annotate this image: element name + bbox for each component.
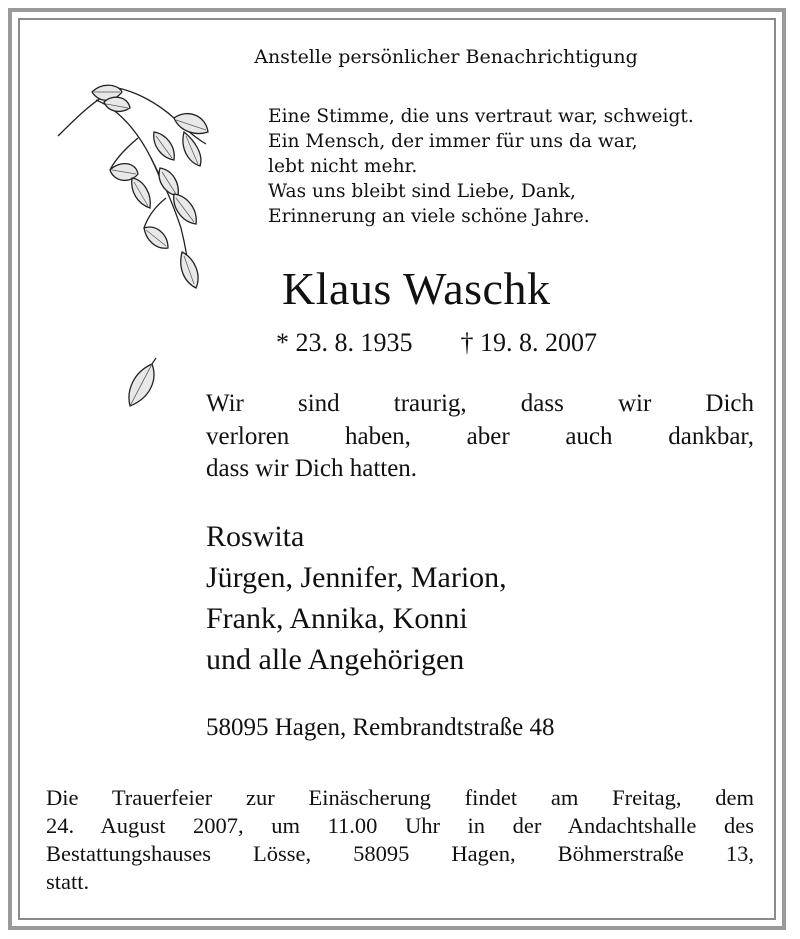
service-line: 24. August 2007, um 11.00 Uhr in der Andachtshalle des [46, 813, 754, 838]
poem [268, 104, 694, 229]
falling-leaf-icon [122, 356, 162, 412]
poem-line: Was uns bleibt sind Liebe, Dank, [268, 181, 576, 202]
poem-line: lebt nicht mehr. [268, 156, 418, 177]
service-line: statt. [46, 869, 90, 894]
message-line: verloren haben, aber auch dankbar, [206, 422, 754, 450]
condolence-message [206, 388, 754, 486]
message-line: Wir sind traurig, dass wir Dich [206, 390, 754, 417]
family-address: 58095 Hagen, Rembrandtstraße 48 [206, 714, 555, 741]
birch-branch-icon [56, 78, 226, 298]
family-line: und alle Angehörigen [206, 643, 465, 676]
funeral-service-info [46, 784, 754, 896]
poem-line: Eine Stimme, die uns vertraut war, schweigt. [268, 106, 694, 127]
deceased-name: Klaus Waschk [282, 263, 551, 314]
death-date: † 19. 8. 2007 [460, 328, 597, 357]
birth-date: * 23. 8. 1935 [276, 328, 413, 357]
service-line: Bestattungshauses Lösse, 58095 Hagen, Böhmerstraße 13, [46, 841, 754, 866]
family-line: Jürgen, Jennifer, Marion, [206, 561, 507, 594]
service-line: Die Trauerfeier zur Einäscherung findet am Freitag, dem [46, 785, 754, 810]
family-line: Frank, Annika, Konni [206, 602, 468, 635]
notice-header: Anstelle persönlicher Benachrichtigung [254, 46, 638, 68]
message-line: dass wir Dich hatten. [206, 455, 418, 482]
family-signatures [206, 516, 507, 680]
poem-line: Erinnerung an viele schöne Jahre. [268, 206, 590, 227]
family-line: Roswita [206, 520, 305, 553]
poem-line: Ein Mensch, der immer für uns da war, [268, 131, 638, 152]
life-dates [276, 328, 597, 358]
